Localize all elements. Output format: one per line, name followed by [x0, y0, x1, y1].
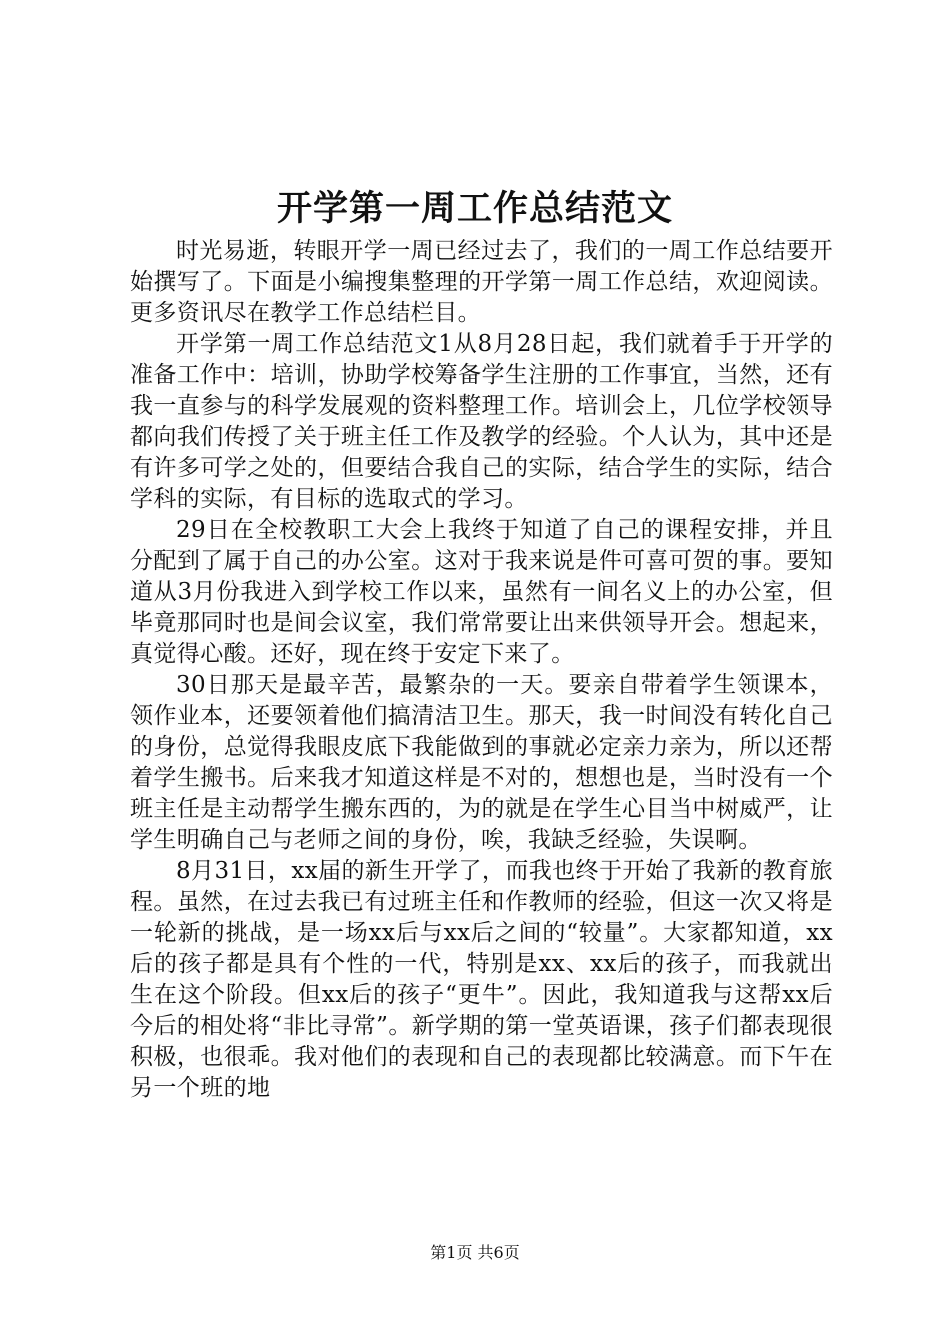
page-number-footer: 第1页 共6页	[430, 1243, 520, 1262]
paragraph: 29日在全校教职工大会上我终于知道了自己的课程安排，并且分配到了属于自己的办公室。这对于我来说是件可喜可贺的事。要知道从3月份我进入到学校工作以来，虽然有一间名义上的办公室，但毕竟那同时也是间会议室，我们常常要让出来供领导开会。想起来，真觉得心酸。还好，现在终于安定下来了。	[130, 517, 833, 667]
paragraph: 30日那天是最辛苦，最繁杂的一天。要亲自带着学生领课本，领作业本，还要领着他们搞清洁卫生。那天，我一时间没有转化自己的身份，总觉得我眼皮底下我能做到的事就必定亲力亲为，所以还帮着学生搬书。后来我才知道这样是不对的，想想也是，当时没有一个班主任是主动帮学生搬东西的，为的就是在学生心目当中树威严，让学生明确自己与老师之间的身份，唉，我缺乏经验，失误啊。	[130, 672, 833, 853]
document-title: 开学第一周工作总结范文	[276, 188, 673, 229]
paragraph: 时光易逝，转眼开学一周已经过去了，我们的一周工作总结要开始撰写了。下面是小编搜集整理的开学第一周工作总结，欢迎阅读。更多资讯尽在教学工作总结栏目。	[130, 238, 833, 326]
document-body	[130, 236, 833, 1104]
paragraph: 8月31日，xx届的新生开学了，而我也终于开始了我新的教育旅程。虽然，在过去我已有过班主任和作教师的经验，但这一次又将是一轮新的挑战，是一场xx后与xx后之间的“较量”。大家都知道，xx后的孩子都是具有个性的一代，特别是xx、xx后的孩子，而我就出生在这个阶段。但xx后的孩子“更牛”。因此，我知道我与这帮xx后今后的相处将“非比寻常”。新学期的第一堂英语课，孩子们都表现很积极，也很乖。我对他们的表现和自己的表现都比较满意。而下午在另一个班的地	[130, 858, 833, 1101]
paragraph: 开学第一周工作总结范文1从8月28日起，我们就着手于开学的准备工作中：培训，协助学校筹备学生注册的工作事宜，当然，还有我一直参与的科学发展观的资料整理工作。培训会上，几位学校领导都向我们传授了关于班主任工作及教学的经验。个人认为，其中还是有许多可学之处的，但要结合我自己的实际，结合学生的实际，结合学科的实际，有目标的选取式的学习。	[130, 331, 833, 512]
